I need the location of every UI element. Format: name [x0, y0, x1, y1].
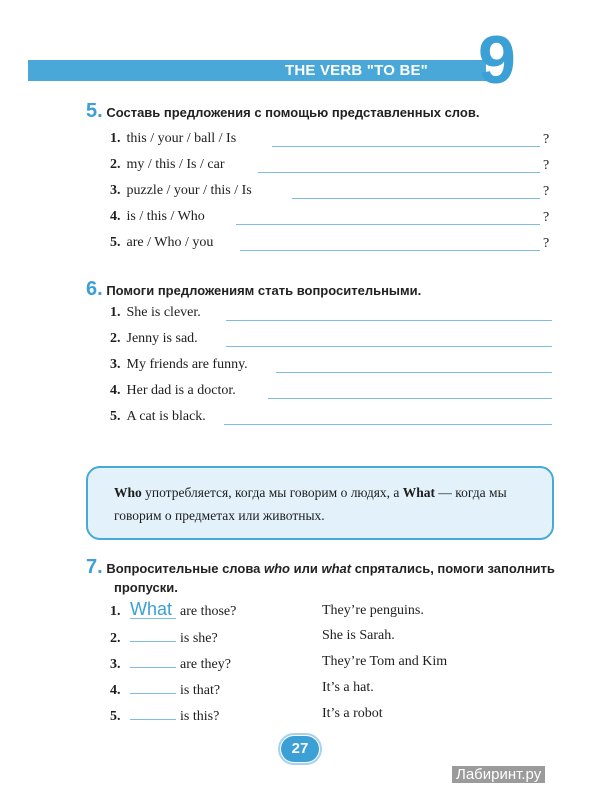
- ex6-item-3: [110, 356, 248, 374]
- filled-answer[interactable]: What: [130, 600, 176, 619]
- grammar-note-text: [114, 481, 544, 527]
- question-text: is this?: [180, 709, 220, 724]
- answer-line[interactable]: [226, 320, 552, 321]
- item-number: 2.: [110, 631, 121, 646]
- item-number: 4.: [110, 383, 121, 398]
- ex5-item-4: [110, 208, 205, 226]
- exercise-7-number: 7.: [86, 556, 103, 578]
- page-number: 27: [281, 736, 319, 762]
- item-number: 4.: [110, 209, 121, 224]
- item-number: 4.: [110, 683, 121, 698]
- answer-line[interactable]: [272, 146, 540, 147]
- question-mark: ?: [543, 132, 550, 147]
- ex5-item-2: [110, 156, 225, 174]
- exercise-6-number: 6.: [86, 278, 103, 300]
- blank-field[interactable]: [130, 679, 176, 694]
- item-number: 5.: [110, 235, 121, 250]
- exercise-7-instruction: Вопросительные слова: [106, 561, 264, 576]
- question-mark: ?: [543, 158, 550, 173]
- ex6-item-4: [110, 382, 236, 400]
- item-number: 2.: [110, 331, 121, 346]
- ex7-item-2: [110, 627, 218, 648]
- answer-line[interactable]: [268, 398, 552, 399]
- item-number: 3.: [110, 357, 121, 372]
- ex5-item-5: [110, 234, 213, 252]
- blank-field[interactable]: [130, 627, 176, 642]
- note-text-part1: употребляется, когда мы говорим о людях, а: [141, 485, 403, 500]
- exercise-7-heading: [86, 558, 566, 597]
- item-number: 1.: [110, 305, 121, 320]
- exercise-7-instruction-end: спрятались, помоги заполнить: [351, 561, 555, 576]
- grammar-note-box: [86, 466, 554, 540]
- item-number: 5.: [110, 709, 121, 724]
- answer-line[interactable]: [276, 372, 552, 373]
- note-keyword-what: What: [402, 485, 436, 500]
- exercise-5-instruction: Составь предложения с помощью представленных слов.: [106, 105, 480, 120]
- question-mark: ?: [543, 184, 550, 199]
- answer-text: They’re penguins.: [322, 603, 424, 618]
- question-text: is that?: [180, 683, 221, 698]
- answer-line[interactable]: [258, 172, 540, 173]
- exercise-7-what: what: [321, 561, 352, 576]
- ex6-item-5: [110, 408, 206, 426]
- answer-text: It’s a robot: [322, 706, 383, 721]
- ex6-item-1: [110, 304, 201, 322]
- unit-number: 9: [478, 22, 516, 98]
- question-mark: ?: [543, 236, 550, 251]
- answer-line[interactable]: [236, 224, 540, 225]
- item-text: Her dad is a doctor.: [126, 383, 236, 398]
- blank-field[interactable]: [130, 653, 176, 668]
- ex7-item-4: [110, 679, 220, 700]
- ex5-item-1: [110, 130, 236, 148]
- item-text: puzzle / your / this / Is: [126, 183, 252, 198]
- exercise-5-number: 5.: [86, 100, 103, 122]
- item-text: My friends are funny.: [126, 357, 248, 372]
- ex7-item-5: [110, 705, 219, 726]
- blank-field[interactable]: [130, 705, 176, 720]
- exercise-7-instruction-line2: пропуски.: [114, 580, 178, 595]
- watermark: Лабиринт.ру: [452, 766, 545, 783]
- answer-line[interactable]: [226, 346, 552, 347]
- question-text: are those?: [180, 604, 237, 619]
- exercise-7-instruction-or: или: [290, 561, 322, 576]
- answer-line[interactable]: [224, 424, 552, 425]
- exercise-5-heading: [86, 100, 479, 123]
- item-number: 1.: [110, 604, 121, 619]
- question-text: is she?: [180, 631, 218, 646]
- answer-text: She is Sarah.: [322, 628, 395, 643]
- item-number: 3.: [110, 657, 121, 672]
- item-number: 2.: [110, 157, 121, 172]
- ex7-item-1: [110, 600, 236, 621]
- item-number: 5.: [110, 409, 121, 424]
- item-number: 1.: [110, 131, 121, 146]
- item-text: this / your / ball / Is: [126, 131, 237, 146]
- exercise-6-instruction: Помоги предложениям стать вопросительными.: [106, 283, 422, 298]
- ex7-item-3: [110, 653, 231, 674]
- question-mark: ?: [543, 210, 550, 225]
- ex5-item-3: [110, 182, 252, 200]
- item-text: is / this / Who: [126, 209, 205, 224]
- item-number: 3.: [110, 183, 121, 198]
- answer-text: It’s a hat.: [322, 680, 374, 695]
- exercise-7-who: who: [264, 561, 290, 576]
- answer-text: They’re Tom and Kim: [322, 654, 448, 669]
- note-text-part2: — когда мы говорим о предметах или животных.: [114, 485, 507, 523]
- item-text: are / Who / you: [126, 235, 214, 250]
- item-text: A cat is black.: [126, 409, 206, 424]
- answer-line[interactable]: [240, 250, 540, 251]
- page-title: THE VERB "TO BE": [285, 62, 428, 79]
- exercise-6-heading: [86, 278, 421, 301]
- item-text: She is clever.: [126, 305, 201, 320]
- item-text: my / this / Is / car: [126, 157, 225, 172]
- question-text: are they?: [180, 657, 231, 672]
- item-text: Jenny is sad.: [126, 331, 198, 346]
- answer-line[interactable]: [292, 198, 540, 199]
- ex6-item-2: [110, 330, 198, 348]
- note-keyword-who: Who: [114, 485, 142, 500]
